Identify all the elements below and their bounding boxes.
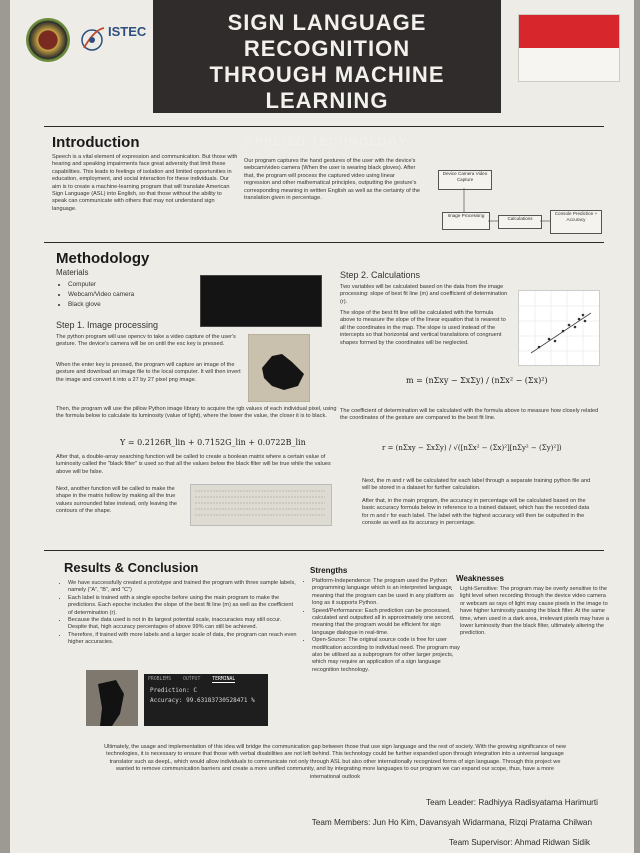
materials-item: • Webcam/Video camera xyxy=(68,290,208,300)
results-item: • Therefore, if trained with more labels and a larger scale of data, the program can reach even higher accuracies. xyxy=(68,632,298,647)
terminal-tabs xyxy=(144,674,268,686)
tab-terminal[interactable]: TERMINAL xyxy=(212,677,236,682)
tab-problems[interactable]: PROBLEMS xyxy=(148,677,172,682)
step2-paragraph-3: The coefficient of determination will be calculated with the formula above to measure how closely related the coordinates of the gesture are compared to the best fit line. xyxy=(340,408,599,422)
boolean-matrix-screenshot xyxy=(190,484,332,526)
team-leader: Team Leader: Radhiyya Radisyatama Harimurti xyxy=(425,798,598,807)
istec-mark-icon xyxy=(80,22,108,58)
materials-list xyxy=(56,280,208,310)
step1-heading: Step 1. Image processing xyxy=(56,320,159,330)
istec-logo xyxy=(80,22,152,62)
materials-item: • Computer xyxy=(68,280,208,290)
gloved-hand-photo xyxy=(86,670,138,726)
results-item: • We have successfully created a prototype and trained the program with three sample labels, namely ("A", "B", and "C") xyxy=(68,580,298,595)
strengths-item: • Speed/Performance: Each prediction can be processed, calculated and outputted all in approximately one second, meaning that the program would be efficient for sign language dialogue in real-time. xyxy=(312,608,462,638)
results-item: • Because the data used is not in its largest potential scale, inaccuracies may still occur. Despite that, high accuracy percentages of above 99% can still be achieved. xyxy=(68,617,298,632)
flow-arrows xyxy=(430,186,610,236)
materials-heading: Materials xyxy=(56,268,89,277)
scatter-plot-graphic xyxy=(519,291,599,365)
terminal-prediction-line: Prediction: C xyxy=(150,687,197,694)
gloved-hand-icon xyxy=(86,670,138,726)
introduction-heading: Introduction xyxy=(52,134,140,151)
indonesia-flag xyxy=(518,14,620,82)
step2-paragraph-5: After that, in the main program, the accuracy in percentage will be calculated based on the basic accuracy formula below in reference to a trained dataset, which has the recorded data for m and r for each label. The label with the highest accuracy will then be outputted in the console as well as its accuracy in percentage. xyxy=(362,498,590,527)
strengths-list xyxy=(300,578,462,674)
step1-paragraph-4: After that, a double-array searching function will be called to create a boolean matrix where a certain value of luminosity called the "black filter" is used so that all the values below the black filter will be true while the values above will be false. xyxy=(56,454,331,475)
terminal-output-panel xyxy=(144,674,268,726)
weaknesses-item: • Light-Sensitive: The program may be overly sensitive to the light level when recording through the device video camera or webcam as rays of light may cause pixels in the image to have higher luminosity passing the black filter. At the same time, when used in a dark area, irrelevant pixels may have a lower luminosity than the black filter, ultimately altering the prediction. xyxy=(460,586,610,638)
step1-paragraph-2: When the enter key is pressed, the program will capture an image of the gesture and download an image file to the local computer. It will then invert the image and convert it into a 27 by 27 pixel png image. xyxy=(56,362,241,383)
correlation-formula: r = (nΣxy − ΣxΣy) / √([nΣx² − (Σx)²][nΣy² − (Σy)²]) xyxy=(382,444,562,452)
conclusion-paragraph: Ultimately, the usage and implementation of this idea will bridge the communication gap between those that use sign language and the rest of society. With the growing significance of new technologies, it is necessary to ensure that those with verbal disabilities are not left behind. This technology could be further expanded upon through integration into a universal language translator such as deepL, which would allow individuals to communicate not only through ASL but also other internationally recognized forms of sign language. Through this project we wanted to remove communication barriers and create a more unified community, and by integrating more languages to our program we can expand our scope, thus, have a more international outlook xyxy=(104,744,566,780)
weaknesses-list xyxy=(448,586,610,638)
materials-item: • Black glove xyxy=(68,300,208,310)
scatter-plot-image xyxy=(518,290,600,366)
section-divider xyxy=(44,242,604,243)
step2-paragraph-4: Next, the m and r will be calculated for each label through a separate training python file and will be stored in a dataset for further calculation. xyxy=(362,478,591,492)
poster-title-line-1: SIGN LANGUAGE RECOGNITION xyxy=(227,10,427,61)
flow-box-console: Console Prediction + Accuracy xyxy=(550,210,602,234)
title-banner xyxy=(153,0,501,148)
results-heading: Results & Conclusion xyxy=(64,560,199,575)
school-seal-logo xyxy=(26,18,70,62)
section-divider xyxy=(44,126,604,127)
slope-formula: m = (nΣxy − ΣxΣy) / (nΣx² − (Σx)²) xyxy=(406,376,548,385)
step1-paragraph-1: The python program will use opencv to take a video capture of the user's gesture. The device's camera will be on until the esc key is pressed. xyxy=(56,334,236,348)
hand-silhouette-icon xyxy=(248,334,310,402)
step2-paragraph-2: The slope of the best fit line will be calculated with the formula above to measure the slope of the linear equation that is nearest to all the coordinates in the map. The slope is used instead of the intercepts so that horizontal and vertical translations of congruent shapes formed by the coordinates will be neglected. xyxy=(340,310,506,346)
flow-box-device-camera: Device Camera Video Capture xyxy=(438,170,492,190)
team-supervisor: Team Supervisor: Ahmad Ridwan Sidik xyxy=(448,838,590,847)
methodology-heading: Methodology xyxy=(56,250,150,267)
poster-subtitle: APPLIED TECHNOLOGY xyxy=(245,136,409,148)
terminal-accuracy-line: Accuracy: 99.63183730528471 % xyxy=(150,697,255,704)
results-item: • Each label is trained with a single epoche before using the main program to make the predictions. Each epoche includes the slope of the best fit line (m) as well as the coefficient of determination (r). xyxy=(68,595,298,617)
introduction-paragraph-1: Speech is a vital element of expression and communication. But those with hearing and speaking impairments face great adversity that limit these capabilities. This leads to feelings of isolation and limited opportunities in education, employment, and social interaction for these individuals. Our aim is to create a machine-learning program that will translate American Sign Language (ASL) into English, so that those without the ability to speak can communicate with others that may not understand sign language. xyxy=(52,154,238,212)
istec-logo-text: ISTEC xyxy=(108,24,147,39)
weaknesses-heading: Weaknesses xyxy=(456,574,504,583)
results-list xyxy=(56,580,298,647)
matrix-text-texture xyxy=(191,485,331,525)
flow-box-image-processing: Image Processing xyxy=(442,212,490,230)
step2-heading: Step 2. Calculations xyxy=(340,270,421,280)
luminosity-formula: Y = 0.2126R_lin + 0.7152G_lin + 0.0722B_lin xyxy=(120,438,306,447)
flag-red-stripe xyxy=(519,15,619,48)
team-members: Team Members: Jun Ho Kim, Davansyah Widarmana, Rizqi Pratama Chilwan xyxy=(311,818,592,827)
strengths-heading: Strengths xyxy=(310,566,348,575)
pixelated-hand-image xyxy=(248,334,310,402)
poster-title-line-2: THROUGH MACHINE LEARNING xyxy=(209,62,445,113)
section-divider xyxy=(44,550,604,551)
strengths-item: • Open-Source: The original source code is free for user modification according to individual need. The program may also be utilised as a subprogram for other larger projects, which may require an application of a sign language recognition technology. xyxy=(312,637,462,674)
tab-output[interactable]: OUTPUT xyxy=(183,677,201,682)
flag-white-stripe xyxy=(519,48,619,81)
video-capture-screenshot xyxy=(200,275,322,327)
flow-box-calculations: Calculations xyxy=(498,215,542,229)
poster xyxy=(10,0,634,853)
step2-paragraph-1: Two variables will be calculated based on the data from the image processing: slope of best fit line (m) and coefficient of determination (r). xyxy=(340,284,508,305)
step1-paragraph-5: Next, another function will be called to make the shape in the matrix hollow by making all the true values surrounded false instead, only leaving the contours of the shape. xyxy=(56,486,177,515)
introduction-paragraph-2: Our program captures the hand gestures of the user with the device's webcam/video camera (When the user is wearing black gloves). After that, the program will process the captured video using linear regression and other mathematical principles, outputting the gesture's corresponding meaning in written English as well as the certainty of the translation given in percentage. xyxy=(244,158,420,202)
strengths-item: • Platform-Independence: The program used the Python programming language which is an interpreted language meaning that the program can be used in any platform as long as it supports Python. xyxy=(312,578,462,608)
step1-paragraph-3: Then, the program will use the pillow Python image library to acquire the rgb values of each individual pixel, using the formula below to calculate its luminosity (value of light), where the lower the value, the closer it is to black. xyxy=(56,406,337,420)
